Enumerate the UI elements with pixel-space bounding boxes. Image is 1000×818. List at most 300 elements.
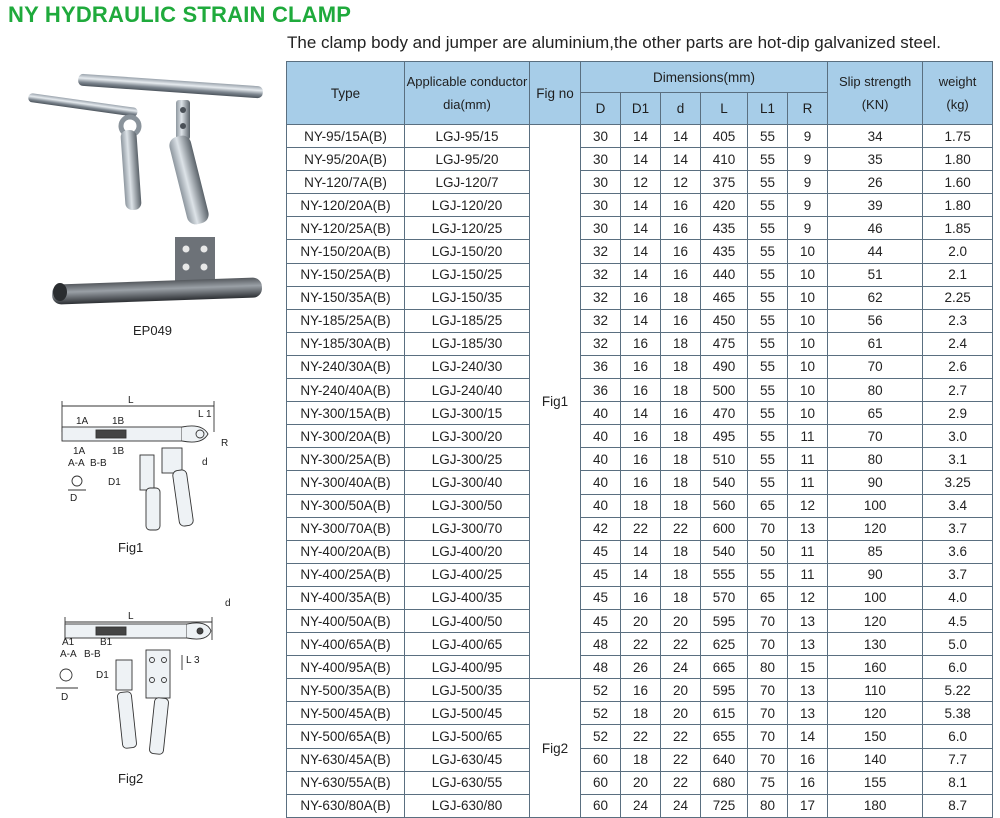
cell-d: 18 (661, 379, 701, 402)
cell-l: 555 (701, 563, 748, 586)
cell-conductor: LGJ-630/45 (405, 748, 530, 771)
cell-d: 45 (581, 609, 621, 632)
cell-type: NY-150/35A(B) (287, 286, 405, 309)
table-row (287, 217, 993, 240)
cell-weight: 2.0 (923, 240, 993, 263)
cell-d1: 20 (621, 771, 661, 794)
cell-d: 36 (581, 379, 621, 402)
cell-type: NY-150/25A(B) (287, 263, 405, 286)
cell-conductor: LGJ-400/25 (405, 563, 530, 586)
cell-r: 10 (788, 402, 828, 425)
header-conductor: Applicable conductor dia(mm) (405, 62, 530, 125)
cell-l1: 55 (748, 148, 788, 171)
cell-l1: 55 (748, 125, 788, 148)
cell-d: 40 (581, 402, 621, 425)
cell-d: 32 (581, 332, 621, 355)
cell-l1: 55 (748, 194, 788, 217)
cell-d1: 26 (621, 656, 661, 679)
cell-l: 560 (701, 494, 748, 517)
cell-d1: 22 (621, 517, 661, 540)
cell-d1: 14 (621, 217, 661, 240)
cell-type: NY-185/25A(B) (287, 309, 405, 332)
cell-conductor: LGJ-630/55 (405, 771, 530, 794)
cell-weight: 8.7 (923, 794, 993, 817)
cell-d: 16 (661, 402, 701, 425)
svg-text:1A: 1A (76, 416, 89, 427)
cell-d: 32 (581, 263, 621, 286)
cell-fig-no: Fig2 (530, 679, 581, 818)
table-row (287, 586, 993, 609)
cell-slip: 46 (828, 217, 923, 240)
header-dim: L (701, 93, 748, 125)
cell-slip: 180 (828, 794, 923, 817)
cell-r: 9 (788, 217, 828, 240)
spec-table (286, 61, 993, 818)
cell-d1: 24 (621, 794, 661, 817)
cell-l1: 55 (748, 355, 788, 378)
cell-l1: 55 (748, 309, 788, 332)
cell-r: 10 (788, 240, 828, 263)
cell-l: 595 (701, 679, 748, 702)
cell-r: 9 (788, 148, 828, 171)
figure-panel (0, 60, 282, 817)
cell-d: 30 (581, 125, 621, 148)
cell-slip: 160 (828, 656, 923, 679)
cell-d: 42 (581, 517, 621, 540)
svg-text:B-B: B-B (84, 649, 101, 660)
cell-d: 52 (581, 679, 621, 702)
svg-text:A-A: A-A (68, 458, 85, 469)
cell-l1: 65 (748, 494, 788, 517)
cell-d: 32 (581, 240, 621, 263)
cell-conductor: LGJ-300/25 (405, 448, 530, 471)
cell-d: 18 (661, 471, 701, 494)
cell-type: NY-300/70A(B) (287, 517, 405, 540)
cell-l: 540 (701, 540, 748, 563)
cell-r: 13 (788, 702, 828, 725)
cell-l1: 80 (748, 656, 788, 679)
table-row (287, 171, 993, 194)
cell-conductor: LGJ-240/40 (405, 379, 530, 402)
cell-r: 11 (788, 471, 828, 494)
cell-type: NY-400/65A(B) (287, 633, 405, 656)
cell-r: 11 (788, 540, 828, 563)
cell-r: 10 (788, 309, 828, 332)
cell-l1: 80 (748, 794, 788, 817)
cell-d1: 14 (621, 148, 661, 171)
cell-d: 18 (661, 540, 701, 563)
clamp-photo (28, 74, 263, 227)
cell-r: 11 (788, 448, 828, 471)
table-row (287, 494, 993, 517)
cell-r: 9 (788, 125, 828, 148)
cell-l1: 55 (748, 402, 788, 425)
cell-conductor: LGJ-185/25 (405, 309, 530, 332)
cell-weight: 6.0 (923, 656, 993, 679)
cell-slip: 39 (828, 194, 923, 217)
cell-r: 10 (788, 379, 828, 402)
cell-l1: 55 (748, 217, 788, 240)
cell-l: 440 (701, 263, 748, 286)
svg-text:L: L (128, 611, 134, 622)
cell-d: 18 (661, 563, 701, 586)
cell-d: 22 (661, 633, 701, 656)
cell-l: 680 (701, 771, 748, 794)
cell-slip: 120 (828, 702, 923, 725)
cell-weight: 2.1 (923, 263, 993, 286)
cell-l: 640 (701, 748, 748, 771)
header-dim: d (661, 93, 701, 125)
cell-l1: 55 (748, 240, 788, 263)
cell-l: 435 (701, 240, 748, 263)
cell-type: NY-300/40A(B) (287, 471, 405, 494)
cell-d: 30 (581, 171, 621, 194)
cell-d: 40 (581, 494, 621, 517)
cell-type: NY-300/25A(B) (287, 448, 405, 471)
cell-l1: 70 (748, 702, 788, 725)
table-row (287, 148, 993, 171)
table-row (287, 471, 993, 494)
cell-l1: 70 (748, 725, 788, 748)
cell-type: NY-240/30A(B) (287, 355, 405, 378)
cell-l1: 55 (748, 171, 788, 194)
table-row (287, 540, 993, 563)
cell-r: 13 (788, 609, 828, 632)
cell-weight: 1.80 (923, 148, 993, 171)
cell-d: 22 (661, 725, 701, 748)
cell-l: 540 (701, 471, 748, 494)
cell-d1: 22 (621, 633, 661, 656)
table-row (287, 332, 993, 355)
cell-d1: 16 (621, 379, 661, 402)
cell-slip: 51 (828, 263, 923, 286)
cell-weight: 2.9 (923, 402, 993, 425)
cell-type: NY-240/40A(B) (287, 379, 405, 402)
cell-r: 15 (788, 656, 828, 679)
cell-d: 45 (581, 563, 621, 586)
cell-l1: 55 (748, 263, 788, 286)
cell-d: 48 (581, 656, 621, 679)
svg-text:L 1: L 1 (198, 409, 212, 420)
table-row (287, 656, 993, 679)
cell-l1: 70 (748, 748, 788, 771)
cell-d: 40 (581, 425, 621, 448)
cell-slip: 140 (828, 748, 923, 771)
cell-l1: 65 (748, 586, 788, 609)
cell-conductor: LGJ-240/30 (405, 355, 530, 378)
cell-d1: 16 (621, 355, 661, 378)
cell-d: 18 (661, 332, 701, 355)
cell-conductor: LGJ-400/35 (405, 586, 530, 609)
svg-text:1A: 1A (73, 446, 86, 457)
cell-d: 18 (661, 355, 701, 378)
cell-r: 13 (788, 517, 828, 540)
cell-d: 45 (581, 586, 621, 609)
table-row (287, 125, 993, 148)
cell-conductor: LGJ-400/20 (405, 540, 530, 563)
cell-slip: 90 (828, 563, 923, 586)
svg-text:d: d (202, 457, 208, 468)
cell-weight: 2.7 (923, 379, 993, 402)
svg-text:L 3: L 3 (186, 655, 200, 666)
cell-l1: 70 (748, 609, 788, 632)
cell-d1: 18 (621, 748, 661, 771)
cell-d: 30 (581, 217, 621, 240)
cell-slip: 35 (828, 148, 923, 171)
cell-conductor: LGJ-120/7 (405, 171, 530, 194)
cell-weight: 3.0 (923, 425, 993, 448)
cell-weight: 5.0 (923, 633, 993, 656)
cell-d: 14 (661, 125, 701, 148)
cell-d1: 14 (621, 540, 661, 563)
cell-r: 12 (788, 586, 828, 609)
cell-d1: 16 (621, 448, 661, 471)
cell-d: 18 (661, 286, 701, 309)
cell-conductor: LGJ-400/95 (405, 656, 530, 679)
cell-type: NY-400/50A(B) (287, 609, 405, 632)
cell-weight: 3.6 (923, 540, 993, 563)
cell-d: 30 (581, 148, 621, 171)
cell-r: 16 (788, 771, 828, 794)
table-row (287, 563, 993, 586)
cell-d: 20 (661, 609, 701, 632)
cell-weight: 1.75 (923, 125, 993, 148)
cell-d: 16 (661, 217, 701, 240)
cell-l: 490 (701, 355, 748, 378)
cell-type: NY-300/20A(B) (287, 425, 405, 448)
cell-slip: 110 (828, 679, 923, 702)
cell-l1: 55 (748, 425, 788, 448)
cell-conductor: LGJ-300/15 (405, 402, 530, 425)
cell-r: 10 (788, 286, 828, 309)
cell-d1: 14 (621, 240, 661, 263)
cell-type: NY-95/15A(B) (287, 125, 405, 148)
cell-weight: 1.85 (923, 217, 993, 240)
cell-d1: 14 (621, 194, 661, 217)
cell-d: 18 (661, 586, 701, 609)
cell-type: NY-500/65A(B) (287, 725, 405, 748)
table-row (287, 679, 993, 702)
cell-slip: 85 (828, 540, 923, 563)
cell-l1: 70 (748, 517, 788, 540)
table-row (287, 702, 993, 725)
cell-d: 16 (661, 309, 701, 332)
cell-conductor: LGJ-500/35 (405, 679, 530, 702)
cell-conductor: LGJ-500/65 (405, 725, 530, 748)
cell-d1: 16 (621, 679, 661, 702)
svg-text:A-A: A-A (60, 649, 77, 660)
cell-d: 60 (581, 794, 621, 817)
cell-weight: 3.25 (923, 471, 993, 494)
table-row (287, 309, 993, 332)
cell-slip: 65 (828, 402, 923, 425)
cell-conductor: LGJ-300/70 (405, 517, 530, 540)
cell-d: 36 (581, 355, 621, 378)
cell-d1: 14 (621, 402, 661, 425)
cell-d: 48 (581, 633, 621, 656)
svg-text:1B: 1B (112, 416, 125, 427)
header-dim: D (581, 93, 621, 125)
cell-slip: 90 (828, 471, 923, 494)
cell-d1: 16 (621, 425, 661, 448)
cell-weight: 3.7 (923, 563, 993, 586)
header-dim: L1 (748, 93, 788, 125)
svg-text:B1: B1 (100, 637, 113, 648)
cell-d: 52 (581, 702, 621, 725)
cell-weight: 4.5 (923, 609, 993, 632)
cell-weight: 6.0 (923, 725, 993, 748)
table-row (287, 771, 993, 794)
cell-type: NY-120/20A(B) (287, 194, 405, 217)
cell-d: 52 (581, 725, 621, 748)
cell-l1: 75 (748, 771, 788, 794)
cell-weight: 2.3 (923, 309, 993, 332)
cell-slip: 155 (828, 771, 923, 794)
cell-l1: 55 (748, 471, 788, 494)
header-slip-strength: Slip strength (KN) (828, 62, 923, 125)
cell-slip: 70 (828, 425, 923, 448)
cell-fig-no: Fig1 (530, 125, 581, 679)
table-row (287, 194, 993, 217)
cell-type: NY-300/50A(B) (287, 494, 405, 517)
cell-r: 10 (788, 332, 828, 355)
cell-conductor: LGJ-120/25 (405, 217, 530, 240)
cell-weight: 1.80 (923, 194, 993, 217)
cell-d1: 16 (621, 471, 661, 494)
jumper-photo (52, 237, 263, 305)
cell-type: NY-630/45A(B) (287, 748, 405, 771)
cell-d: 18 (661, 448, 701, 471)
table-row (287, 355, 993, 378)
cell-d1: 16 (621, 286, 661, 309)
table-row (287, 240, 993, 263)
cell-slip: 100 (828, 586, 923, 609)
cell-l: 615 (701, 702, 748, 725)
cell-conductor: LGJ-400/50 (405, 609, 530, 632)
svg-text:1B: 1B (112, 446, 125, 457)
cell-d1: 20 (621, 609, 661, 632)
cell-l1: 55 (748, 563, 788, 586)
cell-slip: 26 (828, 171, 923, 194)
cell-d: 60 (581, 771, 621, 794)
cell-r: 11 (788, 425, 828, 448)
cell-l: 500 (701, 379, 748, 402)
table-row (287, 286, 993, 309)
cell-l: 420 (701, 194, 748, 217)
cell-slip: 130 (828, 633, 923, 656)
svg-text:d: d (225, 598, 231, 609)
page-title: NY HYDRAULIC STRAIN CLAMP (8, 2, 352, 27)
cell-d: 60 (581, 748, 621, 771)
cell-r: 16 (788, 748, 828, 771)
cell-weight: 3.4 (923, 494, 993, 517)
cell-l: 725 (701, 794, 748, 817)
cell-l: 600 (701, 517, 748, 540)
cell-type: NY-500/45A(B) (287, 702, 405, 725)
header-dim: R (788, 93, 828, 125)
cell-r: 14 (788, 725, 828, 748)
cell-r: 17 (788, 794, 828, 817)
table-row (287, 725, 993, 748)
cell-d: 12 (661, 171, 701, 194)
cell-weight: 2.4 (923, 332, 993, 355)
table-row (287, 402, 993, 425)
cell-type: NY-400/20A(B) (287, 540, 405, 563)
cell-d: 22 (661, 748, 701, 771)
table-row (287, 633, 993, 656)
cell-type: NY-95/20A(B) (287, 148, 405, 171)
cell-d: 22 (661, 771, 701, 794)
cell-weight: 5.38 (923, 702, 993, 725)
cell-slip: 61 (828, 332, 923, 355)
cell-type: NY-120/25A(B) (287, 217, 405, 240)
cell-d1: 16 (621, 332, 661, 355)
cell-slip: 70 (828, 355, 923, 378)
cell-conductor: LGJ-300/50 (405, 494, 530, 517)
cell-type: NY-120/7A(B) (287, 171, 405, 194)
svg-text:A1: A1 (62, 637, 75, 648)
cell-conductor: LGJ-300/40 (405, 471, 530, 494)
cell-d1: 16 (621, 586, 661, 609)
cell-l: 595 (701, 609, 748, 632)
cell-type: NY-400/25A(B) (287, 563, 405, 586)
cell-l: 655 (701, 725, 748, 748)
cell-slip: 56 (828, 309, 923, 332)
cell-d: 16 (661, 194, 701, 217)
cell-l: 410 (701, 148, 748, 171)
cell-type: NY-500/35A(B) (287, 679, 405, 702)
cell-l: 375 (701, 171, 748, 194)
cell-l: 475 (701, 332, 748, 355)
header-type: Type (287, 62, 405, 125)
cell-d: 24 (661, 794, 701, 817)
table-row (287, 794, 993, 817)
cell-l1: 55 (748, 448, 788, 471)
cell-slip: 150 (828, 725, 923, 748)
cell-conductor: LGJ-150/35 (405, 286, 530, 309)
cell-d1: 14 (621, 263, 661, 286)
cell-weight: 2.6 (923, 355, 993, 378)
cell-r: 13 (788, 633, 828, 656)
cell-conductor: LGJ-300/20 (405, 425, 530, 448)
cell-d1: 14 (621, 125, 661, 148)
cell-d: 40 (581, 471, 621, 494)
cell-d: 24 (661, 656, 701, 679)
cell-slip: 100 (828, 494, 923, 517)
cell-r: 9 (788, 171, 828, 194)
cell-type: NY-400/95A(B) (287, 656, 405, 679)
cell-r: 12 (788, 494, 828, 517)
cell-conductor: LGJ-400/65 (405, 633, 530, 656)
cell-d: 18 (661, 494, 701, 517)
cell-weight: 3.7 (923, 517, 993, 540)
cell-l1: 55 (748, 286, 788, 309)
cell-l: 435 (701, 217, 748, 240)
cell-d: 45 (581, 540, 621, 563)
cell-weight: 8.1 (923, 771, 993, 794)
cell-d: 22 (661, 517, 701, 540)
cell-l1: 55 (748, 332, 788, 355)
photo-caption: EP049 (133, 323, 173, 338)
table-row (287, 748, 993, 771)
cell-d: 16 (661, 263, 701, 286)
cell-r: 10 (788, 263, 828, 286)
cell-type: NY-150/20A(B) (287, 240, 405, 263)
fig1-caption: Fig1 (118, 540, 144, 555)
cell-conductor: LGJ-185/30 (405, 332, 530, 355)
table-row (287, 448, 993, 471)
cell-l: 405 (701, 125, 748, 148)
